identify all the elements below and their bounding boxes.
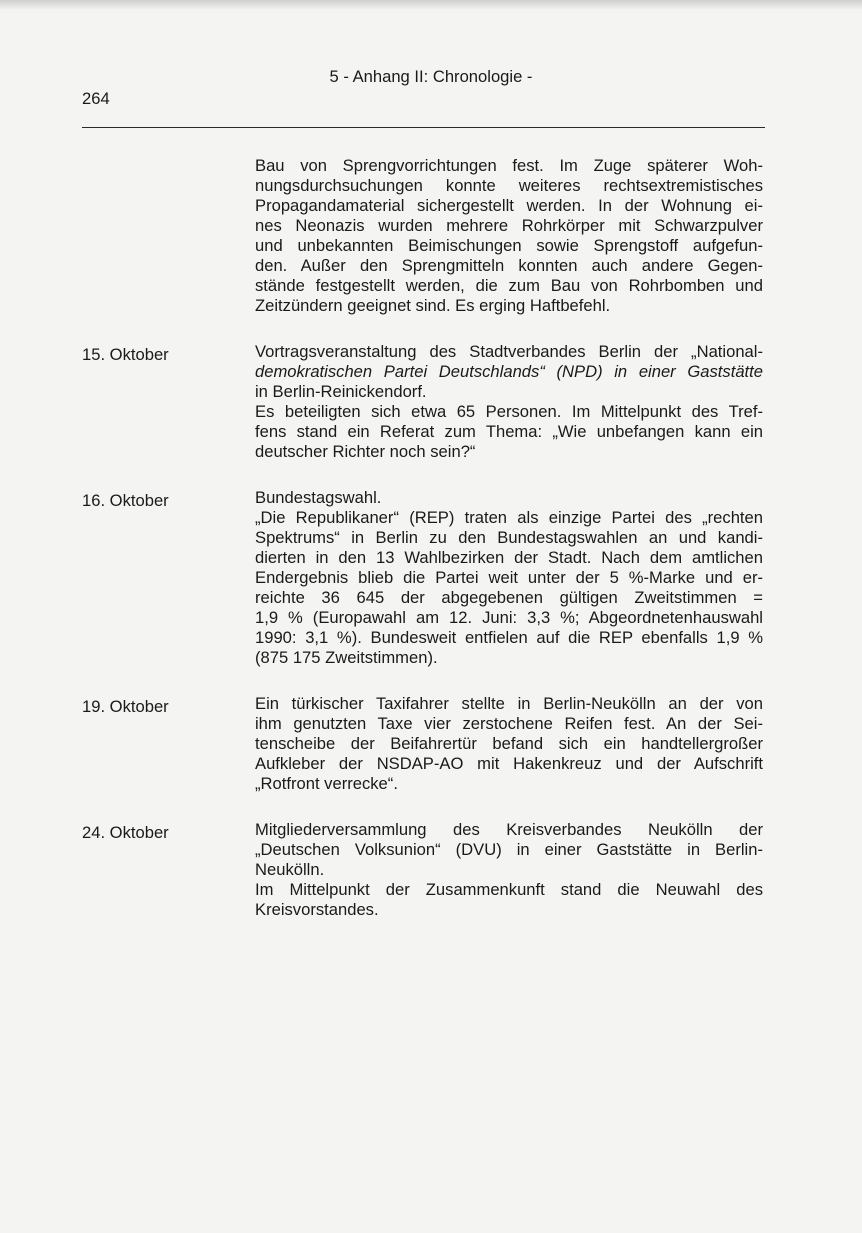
- entry-text: [255, 488, 763, 668]
- text-line: (875 175 Zweitstimmen).: [255, 648, 438, 667]
- text-line: Im Mittelpunkt der Zusammenkunft stand die Neuwahl des: [255, 880, 763, 899]
- text-line: demokratischen Partei Deutschlands“ (NPD) in einer Gaststätte: [255, 362, 763, 381]
- text-line: in Berlin-Reinickendorf.: [255, 382, 427, 401]
- entry-text: [255, 820, 763, 920]
- entry-text: [255, 156, 763, 316]
- entry-text: [255, 342, 763, 462]
- text-line: Es beteiligten sich etwa 65 Personen. Im Mittelpunkt des Tref-: [255, 402, 763, 421]
- text-line: Bundestagswahl.: [255, 488, 382, 507]
- text-line: nes Neonazis wurden mehrere Rohrkörper mit Schwarzpulver: [255, 216, 763, 235]
- text-line: Propagandamaterial sichergestellt werden. In der Wohnung ei-: [255, 196, 763, 215]
- text-line: 1990: 3,1 %). Bundesweit entfielen auf die REP ebenfalls 1,9 %: [255, 628, 763, 647]
- text-line: „Deutschen Volksunion“ (DVU) in einer Gaststätte in Berlin-: [255, 840, 763, 859]
- text-line: nungsdurchsuchungen konnte weiteres rechtsextremistisches: [255, 176, 763, 195]
- chronology-entry: [0, 694, 862, 794]
- running-header: 5 - Anhang II: Chronologie -: [329, 67, 533, 86]
- text-line: und unbekannten Beimischungen sowie Sprengstoff aufgefun-: [255, 236, 763, 255]
- chronology-entry: [0, 342, 862, 462]
- text-line: Bau von Sprengvorrichtungen fest. Im Zuge späterer Woh-: [255, 156, 763, 175]
- header-rule: [82, 127, 765, 128]
- text-line: deutscher Richter noch sein?“: [255, 442, 476, 461]
- text-line: ihm genutzten Taxe vier zerstochene Reifen fest. An der Sei-: [255, 714, 763, 733]
- text-line: stände festgestellt werden, die zum Bau von Rohrbomben und: [255, 276, 763, 295]
- text-line: Vortragsveranstaltung des Stadtverbandes Berlin der „National-: [255, 342, 763, 361]
- text-line: Kreisvorstandes.: [255, 900, 379, 919]
- text-line: tenscheibe der Beifahrertür befand sich ein handtellergroßer: [255, 734, 763, 753]
- text-line: fens stand ein Referat zum Thema: „Wie unbefangen kann ein: [255, 422, 763, 441]
- entry-date: 15. Oktober: [82, 345, 169, 364]
- scan-edge-shadow: [0, 0, 862, 10]
- text-line: reichte 36 645 der abgegebenen gültigen Zweitstimmen =: [255, 588, 763, 607]
- text-line: Mitgliederversammlung des Kreisverbandes Neukölln der: [255, 820, 763, 839]
- text-line: Spektrums“ in Berlin zu den Bundestagswahlen an und kandi-: [255, 528, 763, 547]
- text-line: „Die Republikaner“ (REP) traten als einzige Partei des „rechten: [255, 508, 763, 527]
- chronology-content: [0, 156, 862, 946]
- entry-date: 19. Oktober: [82, 697, 169, 716]
- entry-text: [255, 694, 763, 794]
- text-line: 1,9 % (Europawahl am 12. Juni: 3,3 %; Abgeordnetenhauswahl: [255, 608, 763, 627]
- text-line: Ein türkischer Taxifahrer stellte in Berlin-Neukölln an der von: [255, 694, 763, 713]
- text-line: den. Außer den Sprengmitteln konnten auch andere Gegen-: [255, 256, 763, 275]
- page-number: 264: [82, 89, 110, 108]
- entry-date: 16. Oktober: [82, 491, 169, 510]
- chronology-entry: [0, 488, 862, 668]
- text-line: dierten in den 13 Wahlbezirken der Stadt. Nach dem amtlichen: [255, 548, 763, 567]
- entry-date: 24. Oktober: [82, 823, 169, 842]
- chronology-entry-continuation: [0, 156, 862, 316]
- chronology-entry: [0, 820, 862, 920]
- text-line: Neukölln.: [255, 860, 325, 879]
- text-line: Endergebnis blieb die Partei weit unter der 5 %-Marke und er-: [255, 568, 763, 587]
- text-line: Aufkleber der NSDAP-AO mit Hakenkreuz und der Aufschrift: [255, 754, 763, 773]
- text-line: „Rotfront verrecke“.: [255, 774, 398, 793]
- text-line: Zeitzündern geeignet sind. Es erging Haftbefehl.: [255, 296, 611, 315]
